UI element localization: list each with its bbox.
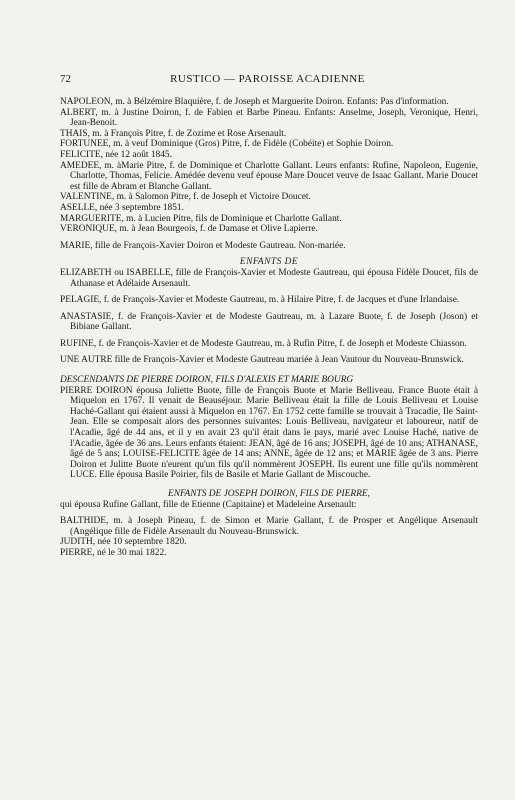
entry-amedee: AMEDEE, m. àMarie Pitre, f. de Dominique et Charlotte Gallant. Leurs enfants: Rufine, Napoleon, Eugenie, Charlotte, Thomas, Felicie. Amédée devenu veuf épouse Mare Doucet veuve de Isaac Gallant. Marie Doucet est fille de Abram et Blanche Gallant. — [60, 160, 478, 192]
entry-marie: MARIE, fille de François-Xavier Doiron et Modeste Gautreau. Non-mariée. — [60, 240, 346, 251]
entry-thais: THAIS, m. à François Pitre, f. de Zozime et Rose Arsenault. — [60, 128, 287, 139]
entry-une-autre: UNE AUTRE fille de François-Xavier et Modeste Gautreau mariée à Jean Vautour du Nouveau-Brunswick. — [60, 355, 464, 366]
entry-napoleon: NAPOLEON, m. à Bélzémire Blaquière, f. de Joseph et Marguerite Doiron. Enfants: Pas d'information. — [60, 97, 449, 107]
entry-pierre: PIERRE, né le 30 mai 1822. — [60, 547, 167, 558]
entry-elizabeth: ELIZABETH ou ISABELLE, fille de François-Xavier et Modeste Gautreau, qui épousa Fidèle Doucet, fils de Athanase et Adélaide Arsenault. — [60, 267, 478, 289]
section-heading-enfants-de: ENFANTS DE — [239, 257, 299, 268]
running-title: RUSTICO — PAROISSE ACADIENNE — [170, 73, 365, 85]
page-body — [60, 97, 478, 559]
entry-felicite: FELICITE, née 12 août 1845. — [60, 149, 172, 160]
section-heading-descendants: DESCENDANTS DE PIERRE DOIRON, FILS D'ALEXIS ET MARIE BOURG — [60, 375, 354, 386]
enfants-joseph-intro: qui épousa Rufine Gallant, fille de Etienne (Capitaine) et Madeleine Arsenault: — [60, 499, 357, 510]
entry-rufine: RUFINE, f. de François-Xavier et de Modeste Gautreau, m. à Rufin Pitre, f. de Joseph et Modeste Chiasson. — [60, 338, 467, 349]
entry-pelagie: PELAGIE, f. de François-Xavier et Modeste Gautreau, m. à Hilaire Pitre, f. de Jacques et d'une Irlandaise. — [60, 295, 460, 306]
entry-valentine: VALENTINE, m. à Salomon Pitre, f. de Joseph et Victoire Doucet. — [60, 192, 311, 203]
entry-anastasie: ANASTASIE, f. de François-Xavier et de Modeste Gautreau, m. à Lazare Buote, f. de Joseph (Joson) et Bibiane Gallant. — [60, 311, 478, 333]
entry-balthide: BALTHIDE, m. à Joseph Pineau, f. de Simon et Marie Gallant, f. de Prosper et Angélique Arsenault (Angélique fille de Fidèle Arsenault du Nouveau-Brunswick. — [60, 516, 478, 537]
entry-veronique: VERONIQUE, m. à Jean Bourgeois, f. de Damase et Olive Lapierre. — [60, 224, 318, 235]
entry-aselle: ASELLE, née 3 septembre 1851. — [60, 202, 184, 213]
section-heading-enfants-joseph: ENFANTS DE JOSEPH DOIRON, FILS DE PIERRE, — [168, 489, 370, 499]
entry-albert: ALBERT, m. à Justine Doiron, f. de Fabien et Barbe Pineau. Enfants: Anselme, Joseph, Veronique, Henri, Jean-Benoit. — [60, 107, 478, 129]
entry-fortunee: FORTUNEE, m. à veuf Dominique (Gros) Pitre, f. de Fidèle (Cobéite) et Sophie Doiron. — [60, 139, 394, 150]
entry-marguerite: MARGUERITE, m. à Lucien Pitre, fils de Dominique et Charlotte Gallant. — [60, 213, 342, 224]
page-header — [60, 73, 475, 87]
entry-judith: JUDITH, née 10 septembre 1820. — [60, 537, 187, 548]
page-number: 72 — [60, 73, 71, 85]
paragraph-pierre-doiron: PIERRE DOIRON épousa Juliette Buote, fille de François Buote et Marie Belliveau. France Buote était à Miquelon en 1767. Il venait de Beauséjour. Marie Belliveau était la fille de Louis Belliveau et Louise Haché-Gallant qui étaient aussi à Miquelon en 1767. En 1752 cette famille se trouvait à Tracadie, Ile Saint-Jean. Elle se composait alors des personnes suivantes: Louis Belliveau, navigateur et laboureur, natif de l'Acadie, âgé de 44 ans, et il y en avait 23 qu'il était dans le pays, marié avec Louise Haché, native de l'Acadie, âgée de 36 ans. Leurs enfants étaient: JEAN, âgé de 16 ans; JOSEPH, âgé de 10 ans; ATHANASE, âgé de 5 ans; LOUISE-FELICITE âgée de 14 ans; ANNE, âgée de 12 ans; et MARIE âgée de 3 ans. Pierre Doiron et Julitte Buote n'eurent qu'un fils qu'il nommèrent JOSEPH. Ils eurent une fille qu'ils nommèrent LUCE. Elle épousa Basile Poirier, fils de Basile et Marie Gallant de Miscouche. — [60, 385, 478, 481]
